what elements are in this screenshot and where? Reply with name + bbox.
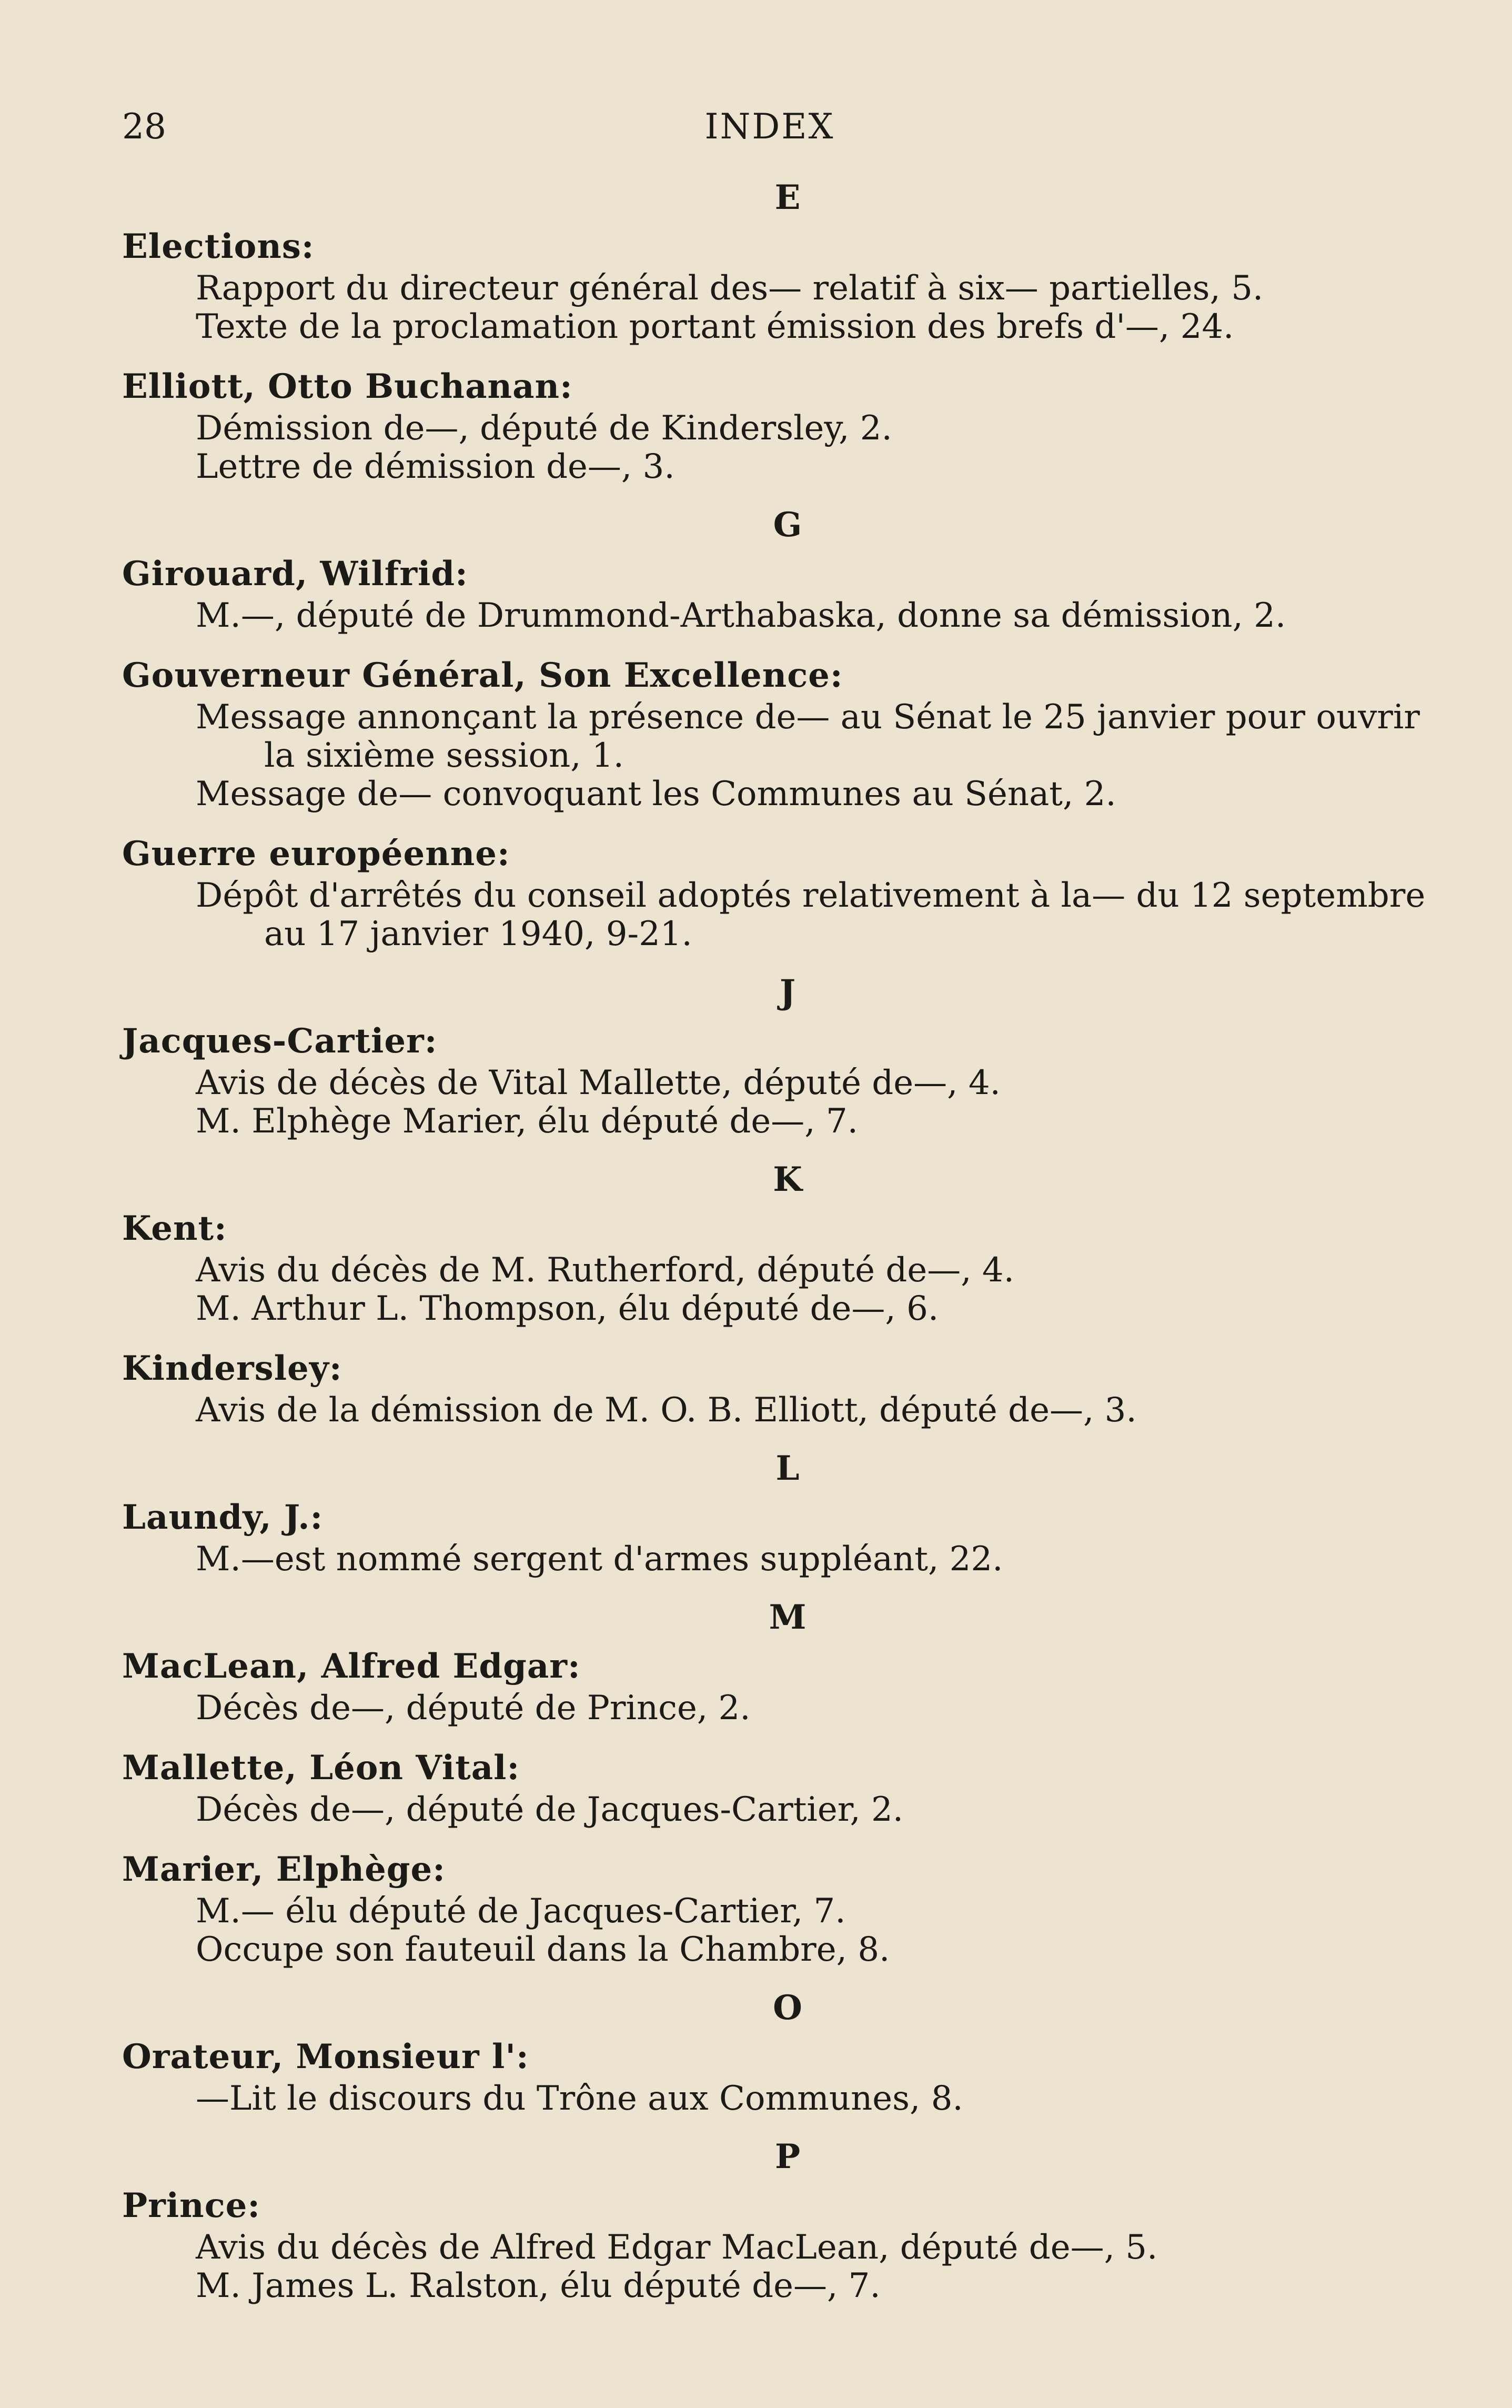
entry-heading: Mallette, Léon Vital:	[122, 1748, 520, 1788]
section-letter: J	[779, 972, 796, 1012]
entry-heading: Marier, Elphège:	[122, 1850, 446, 1889]
entry-heading: Jacques-Cartier:	[122, 1021, 438, 1061]
running-title: INDEX	[704, 106, 835, 147]
subentry: M.—est nommé sergent d'armes suppléant, 22.	[196, 1540, 1003, 1579]
subentry: M.—, député de Drummond-Arthabaska, donne sa démission, 2.	[196, 596, 1286, 635]
index-section	[122, 1448, 1453, 1579]
index-entry	[122, 2183, 1453, 2305]
index-entry	[122, 1346, 1453, 1430]
entry-heading: MacLean, Alfred Edgar:	[122, 1647, 581, 1686]
page-number: 28	[122, 106, 166, 147]
index-entry	[122, 1847, 1453, 1969]
subentry: Avis du décès de M. Rutherford, député de—, 4.	[196, 1251, 1014, 1290]
subentry: Lettre de démission de—, 3.	[196, 447, 675, 486]
section-letter: L	[775, 1449, 800, 1488]
section-letter: E	[774, 178, 801, 217]
subentry: Message de— convoquant les Communes au Sénat, 2.	[196, 775, 1116, 814]
index-entry	[122, 551, 1453, 635]
index-entry	[122, 1495, 1453, 1579]
index-entry	[122, 1019, 1453, 1141]
index-section	[122, 1597, 1453, 1969]
index-entry	[122, 831, 1453, 954]
section-letter: M	[769, 1598, 807, 1637]
entry-heading: Girouard, Wilfrid:	[122, 554, 468, 594]
section-letter: P	[774, 2137, 801, 2176]
entry-heading: Laundy, J.:	[122, 1498, 324, 1537]
index-entry	[122, 1206, 1453, 1328]
entry-heading: Gouverneur Général, Son Excellence:	[122, 656, 843, 695]
subentry: M. Elphège Marier, élu député de—, 7.	[196, 1102, 858, 1141]
subentry: Avis de décès de Vital Mallette, député de—, 4.	[196, 1063, 1001, 1102]
subentry: Occupe son fauteuil dans la Chambre, 8.	[196, 1930, 890, 1969]
subentry: Avis du décès de Alfred Edgar MacLean, député de—, 5.	[196, 2228, 1158, 2267]
entry-heading: Kent:	[122, 1209, 227, 1248]
index-section	[122, 177, 1453, 486]
section-letter: G	[773, 505, 802, 545]
index-entry	[122, 1745, 1453, 1829]
index-section	[122, 2136, 1453, 2305]
subentry: —Lit le discours du Trône aux Communes, 8.	[196, 2079, 963, 2118]
index-entry	[122, 224, 1453, 346]
index-section	[122, 1987, 1453, 2118]
index-section	[122, 504, 1453, 954]
entry-heading: Elections:	[122, 227, 315, 266]
entry-heading: Orateur, Monsieur l':	[122, 2037, 529, 2076]
subentry: Décès de—, député de Prince, 2.	[196, 1689, 751, 1728]
subentry: Démission de—, député de Kindersley, 2.	[196, 409, 892, 448]
subentry: Avis de la démission de M. O. B. Elliott, député de—, 3.	[196, 1391, 1137, 1430]
entry-heading: Elliott, Otto Buchanan:	[122, 367, 573, 406]
subentry: M. Arthur L. Thompson, élu député de—, 6.	[196, 1289, 939, 1328]
index-section	[122, 971, 1453, 1141]
subentry: Texte de la proclamation portant émission des brefs d'—, 24.	[196, 307, 1234, 346]
index-entry	[122, 653, 1453, 814]
subentry: Message annonçant la présence de— au Sénat le 25 janvier pour ouvrir la sixième session, 1.	[196, 698, 1420, 775]
subentry: M. James L. Ralston, élu député de—, 7.	[196, 2266, 881, 2305]
subentry: M.— élu député de Jacques-Cartier, 7.	[196, 1892, 846, 1931]
subentry: Rapport du directeur général des— relatif à six— partielles, 5.	[196, 269, 1264, 308]
index-entry	[122, 1644, 1453, 1728]
subentry: Décès de—, député de Jacques-Cartier, 2.	[196, 1790, 904, 1829]
index-entry	[122, 2034, 1453, 2118]
index-entry	[122, 364, 1453, 486]
index-content	[122, 174, 1453, 2323]
section-letter: O	[773, 1988, 802, 2028]
section-letter: K	[773, 1160, 802, 1199]
entry-heading: Prince:	[122, 2186, 260, 2225]
index-section	[122, 1159, 1453, 1430]
entry-heading: Kindersley:	[122, 1349, 342, 1388]
page-header	[122, 103, 1417, 150]
entry-heading: Guerre européenne:	[122, 834, 510, 874]
subentry: Dépôt d'arrêtés du conseil adoptés relativement à la— du 12 septembre au 17 janvier 1940, 9-21.	[196, 876, 1426, 954]
